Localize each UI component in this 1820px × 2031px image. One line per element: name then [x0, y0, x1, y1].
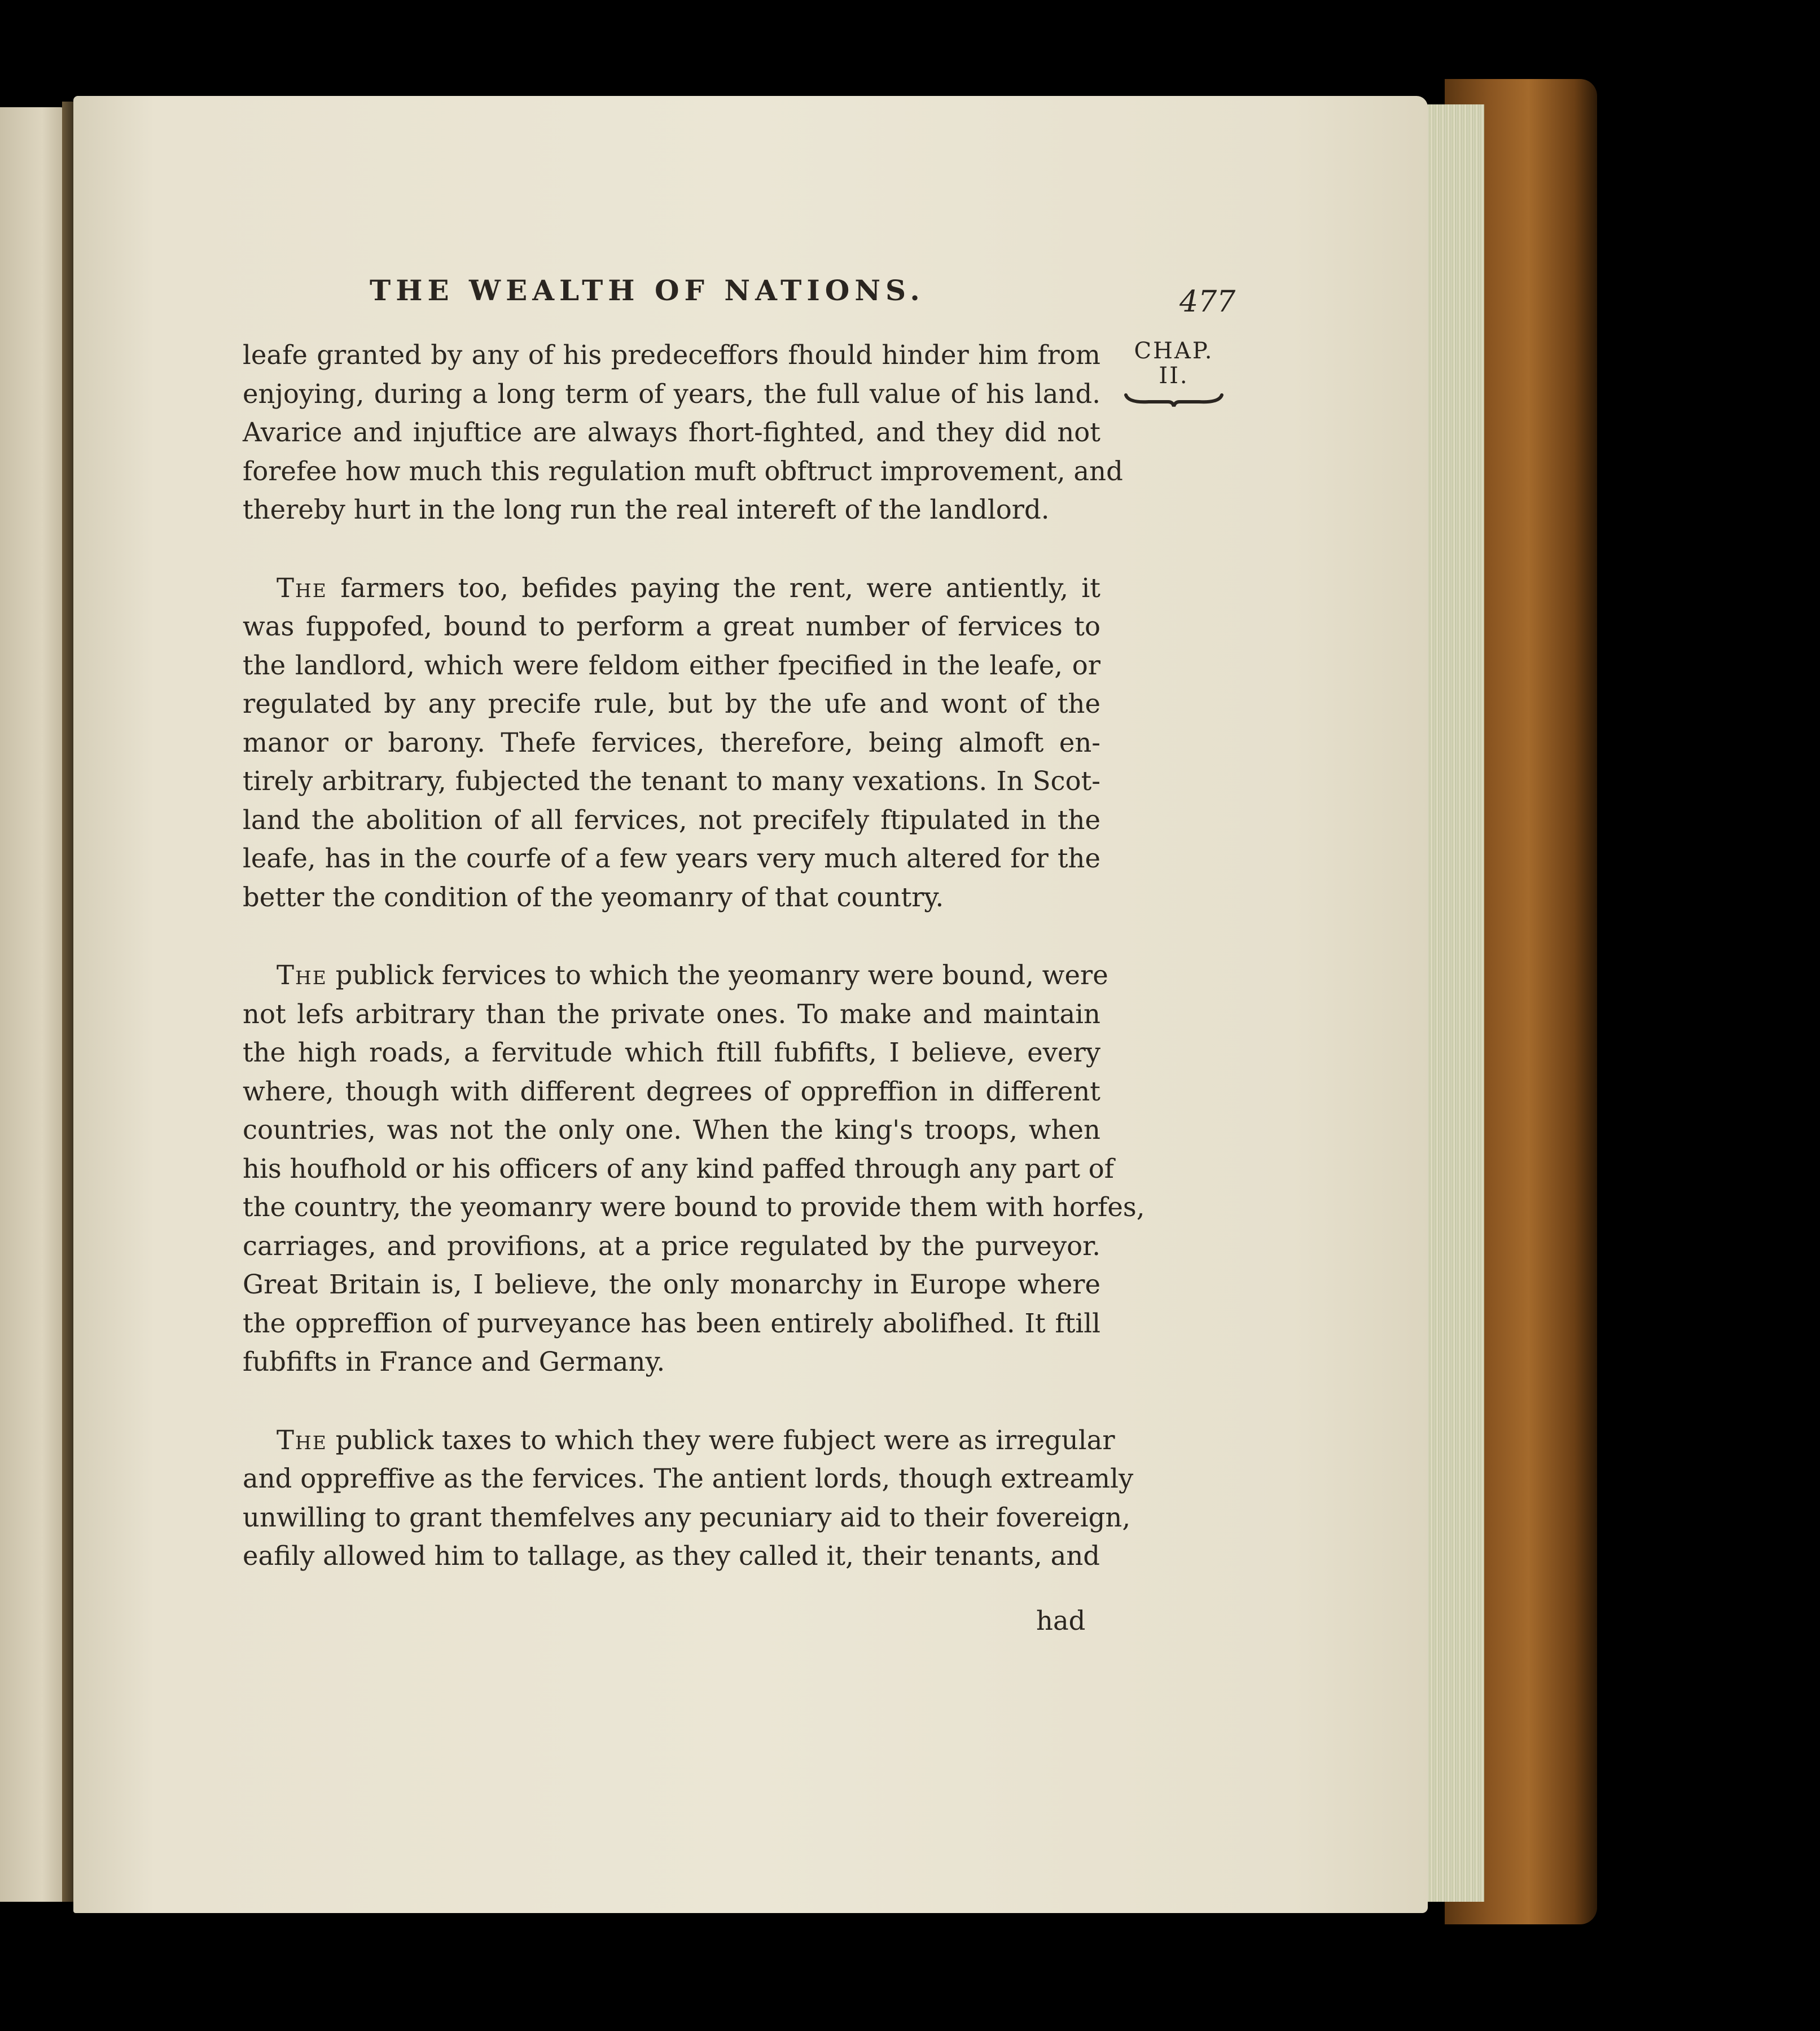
text-line-content: Avarice and injuftice are always fhort-fighted, and they did not [243, 417, 1100, 448]
text-line-content: not lefs arbitrary than the private ones. To make and maintain [243, 998, 1100, 1029]
text-line-content: his houfhold or his officers of any kind paffed through any part of [243, 1153, 1114, 1184]
text-line-content: land the abolition of all fervices, not precifely ftipulated in the [243, 804, 1100, 835]
text-line-content: regulated by any precife rule, but by the ufe and wont of the [243, 688, 1100, 719]
text-line [243, 1150, 1114, 1188]
paragraph-lead-word: The [277, 960, 327, 990]
text-line-content: the high roads, a fervitude which ftill fubfifts, I believe, every [243, 1037, 1100, 1068]
text-line-content: carriages, and provifions, at a price regulated by the purveyor. [243, 1230, 1100, 1261]
text-line-content: enjoying, during a long term of years, the full value of his land. [243, 378, 1100, 409]
text-line [243, 685, 1100, 723]
text-line [243, 1459, 1134, 1498]
text-line [243, 839, 1100, 878]
text-line-content: unwilling to grant themfelves any pecuniary aid to their fovereign, [243, 1502, 1131, 1533]
text-line-content: publick taxes to which they were fubject were as irregular [327, 1424, 1115, 1455]
paragraph-lead-word: The [277, 572, 327, 603]
text-line [243, 375, 1100, 414]
text-line [243, 1072, 1100, 1111]
text-line [243, 1343, 1100, 1381]
text-line [243, 646, 1100, 685]
text-line [243, 1111, 1100, 1150]
text-line [243, 569, 1100, 608]
text-line-content: manor or barony. Thefe fervices, therefore, being almoft en- [243, 727, 1100, 758]
text-line-content: farmers too, befides paying the rent, were antiently, it [327, 572, 1100, 603]
text-line [243, 452, 1123, 491]
text-line-content: thereby hurt in the long run the real intereft of the landlord. [243, 494, 1050, 525]
text-line-content: eafily allowed him to tallage, as they called it, their tenants, and [243, 1541, 1100, 1571]
page-edges [1422, 104, 1484, 1902]
text-line-content: better the condition of the yeomanry of that country. [243, 881, 944, 913]
text-line-content: the country, the yeomanry were bound to provide them with horfes, [243, 1192, 1145, 1222]
text-line [243, 490, 1100, 529]
text-line-content: the oppreffion of purveyance has been entirely abolifhed. It ftill [243, 1308, 1100, 1339]
catchword: had [1036, 1606, 1086, 1636]
running-head: THE WEALTH OF NATIONS. [370, 274, 925, 307]
marginal-chapter-number: II. [1159, 363, 1189, 389]
brace-ornament [1123, 391, 1225, 407]
text-line [243, 1304, 1100, 1343]
text-line [243, 762, 1100, 801]
text-line [243, 1265, 1100, 1304]
text-line-content: fubfifts in France and Germany. [243, 1346, 665, 1377]
text-line [243, 1227, 1100, 1266]
paragraph [243, 336, 1123, 529]
text-line-content: and oppreffive as the fervices. The antient lords, though extreamly [243, 1463, 1134, 1494]
text-line-content: was fuppofed, bound to perform a great number of fervices to [243, 611, 1100, 642]
text-line-content: publick fervices to which the yeomanry were bound, were [327, 960, 1108, 990]
paragraph [243, 569, 1100, 917]
text-line [243, 1033, 1100, 1072]
facing-page-edge [0, 107, 71, 1902]
text-line [243, 1537, 1100, 1576]
text-line [243, 607, 1100, 646]
paragraph [243, 956, 1145, 1381]
paragraph-lead-word: The [277, 1424, 327, 1455]
text-line-content: where, though with different degrees of oppreffion in different [243, 1076, 1100, 1107]
text-line [243, 956, 1108, 995]
paragraph [243, 1421, 1134, 1576]
text-line-content: forefee how much this regulation muft obftruct improvement, and [243, 455, 1123, 486]
chapter-marginal-note [1120, 339, 1227, 407]
body-text [243, 336, 1145, 1576]
marginal-chap: CHAP. [1134, 338, 1214, 364]
text-line [243, 723, 1100, 762]
page-number: 477 [1179, 285, 1236, 319]
text-line-content: leafe granted by any of his predeceffors fhould hinder him from [243, 340, 1100, 370]
text-line [243, 995, 1100, 1034]
text-line [243, 336, 1100, 375]
text-line-content: Great Britain is, I believe, the only monarchy in Europe where [243, 1269, 1100, 1300]
text-line [243, 878, 1100, 917]
text-line-content: leafe, has in the courfe of a few years very much altered for the [243, 843, 1100, 874]
text-line-content: countries, was not the only one. When the king's troops, when [243, 1115, 1100, 1145]
text-line-content: tirely arbitrary, fubjected the tenant to many vexations. In Scot- [243, 766, 1100, 796]
text-line [243, 1421, 1115, 1460]
text-line [243, 1498, 1131, 1537]
text-line [243, 1188, 1145, 1227]
text-line [243, 801, 1100, 840]
text-line-content: the landlord, which were feldom either fpecified in the leafe, or [243, 650, 1100, 681]
text-line [243, 413, 1100, 452]
